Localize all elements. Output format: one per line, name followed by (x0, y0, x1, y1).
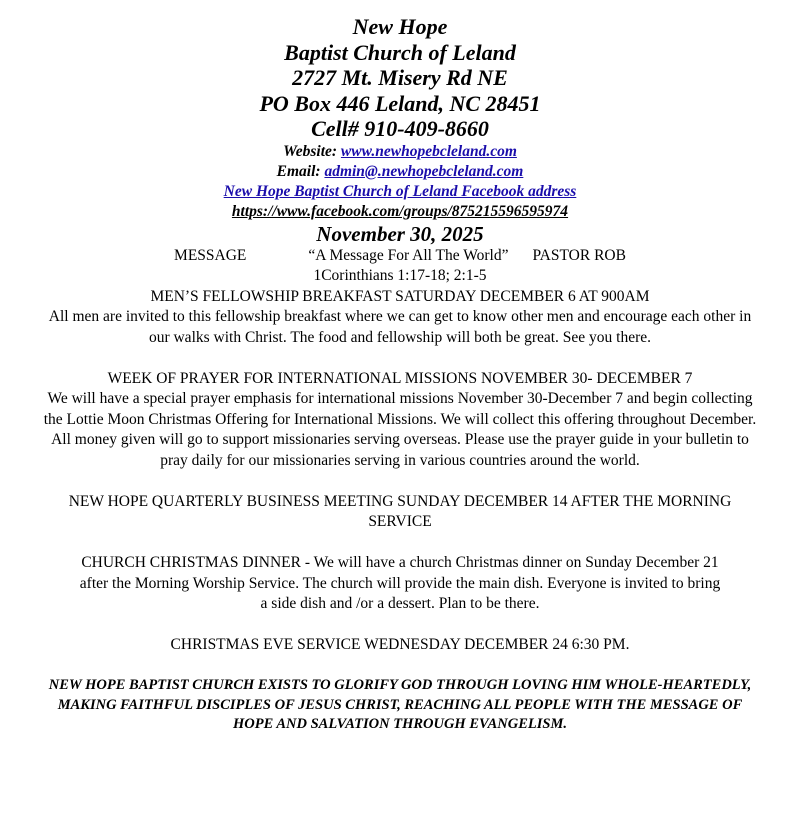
church-name-line1: New Hope (352, 14, 448, 39)
website-label: Website: (283, 142, 341, 160)
contact-block (0, 142, 800, 222)
prayer-week-body: We will have a special prayer emphasis for international missions November 30-December 7 and begin collecting the Lottie Moon Christmas Offering for International Missions. We will collect this offering throughout December. All money given will go to support missionaries serving overseas. Please use the prayer guide in your bulletin to pray daily for our missionaries serving in various countries around the world. (43, 390, 757, 469)
cell-phone: Cell# 910-409-8660 (311, 116, 489, 141)
message-scripture: 1Corinthians 1:17-18; 2:1-5 (313, 267, 487, 284)
facebook-label-line (0, 182, 800, 202)
message-speaker: PASTOR ROB (532, 246, 626, 264)
church-name-line2: Baptist Church of Leland (284, 39, 516, 65)
bulletin-date: November 30, 2025 (316, 221, 484, 246)
business-meeting: NEW HOPE QUARTERLY BUSINESS MEETING SUNDAY DECEMBER 14 AFTER THE MORNING SERVICE (68, 492, 732, 530)
email-line (0, 162, 800, 182)
website-link[interactable]: www.newhopebcleland.com (340, 142, 517, 160)
facebook-url-link[interactable]: https://www.facebook.com/groups/875215596595974 (231, 202, 569, 220)
email-label: Email: (276, 162, 325, 180)
prayer-week-title: WEEK OF PRAYER FOR INTERNATIONAL MISSIONS NOVEMBER 30- DECEMBER 7 (107, 369, 693, 387)
message-row (0, 246, 800, 267)
facebook-url-line (0, 202, 800, 222)
email-link[interactable]: admin@.newhopebcleland.com (324, 162, 524, 180)
church-header (0, 14, 800, 142)
message-label: MESSAGE (174, 246, 247, 264)
website-line (0, 142, 800, 162)
mission-statement: NEW HOPE BAPTIST CHURCH EXISTS TO GLORIFY GOD THROUGH LOVING HIM WHOLE-HEARTEDLY, MAKING FAITHFUL DISCIPLES OF JESUS CHRIST, REACHING ALL PEOPLE WITH THE MESSAGE OF HOPE AND SALVATION THROUGH EVANGELISM. (48, 677, 752, 732)
po-box-address: PO Box 446 Leland, NC 28451 (259, 90, 541, 116)
facebook-link[interactable]: New Hope Baptist Church of Leland Facebook address (223, 182, 577, 200)
christmas-eve-service: CHRISTMAS EVE SERVICE WEDNESDAY DECEMBER 24 6:30 PM. (170, 636, 630, 653)
mens-fellowship-body: All men are invited to this fellowship breakfast where we can get to know other men and encourage each other in our walks with Christ. The food and fellowship will both be great. See you there. (48, 308, 752, 346)
message-title: “A Message For All The World” (308, 246, 509, 264)
street-address: 2727 Mt. Misery Rd NE (292, 65, 508, 90)
mens-fellowship-title: MEN’S FELLOWSHIP BREAKFAST SATURDAY DECEMBER 6 AT 900AM (150, 287, 650, 305)
christmas-dinner: CHURCH CHRISTMAS DINNER - We will have a church Christmas dinner on Sunday December 21 after the Morning Worship Service. The church will provide the main dish. Everyone is invited to bring a side dish and /or a dessert. Plan to be there. (79, 554, 721, 612)
